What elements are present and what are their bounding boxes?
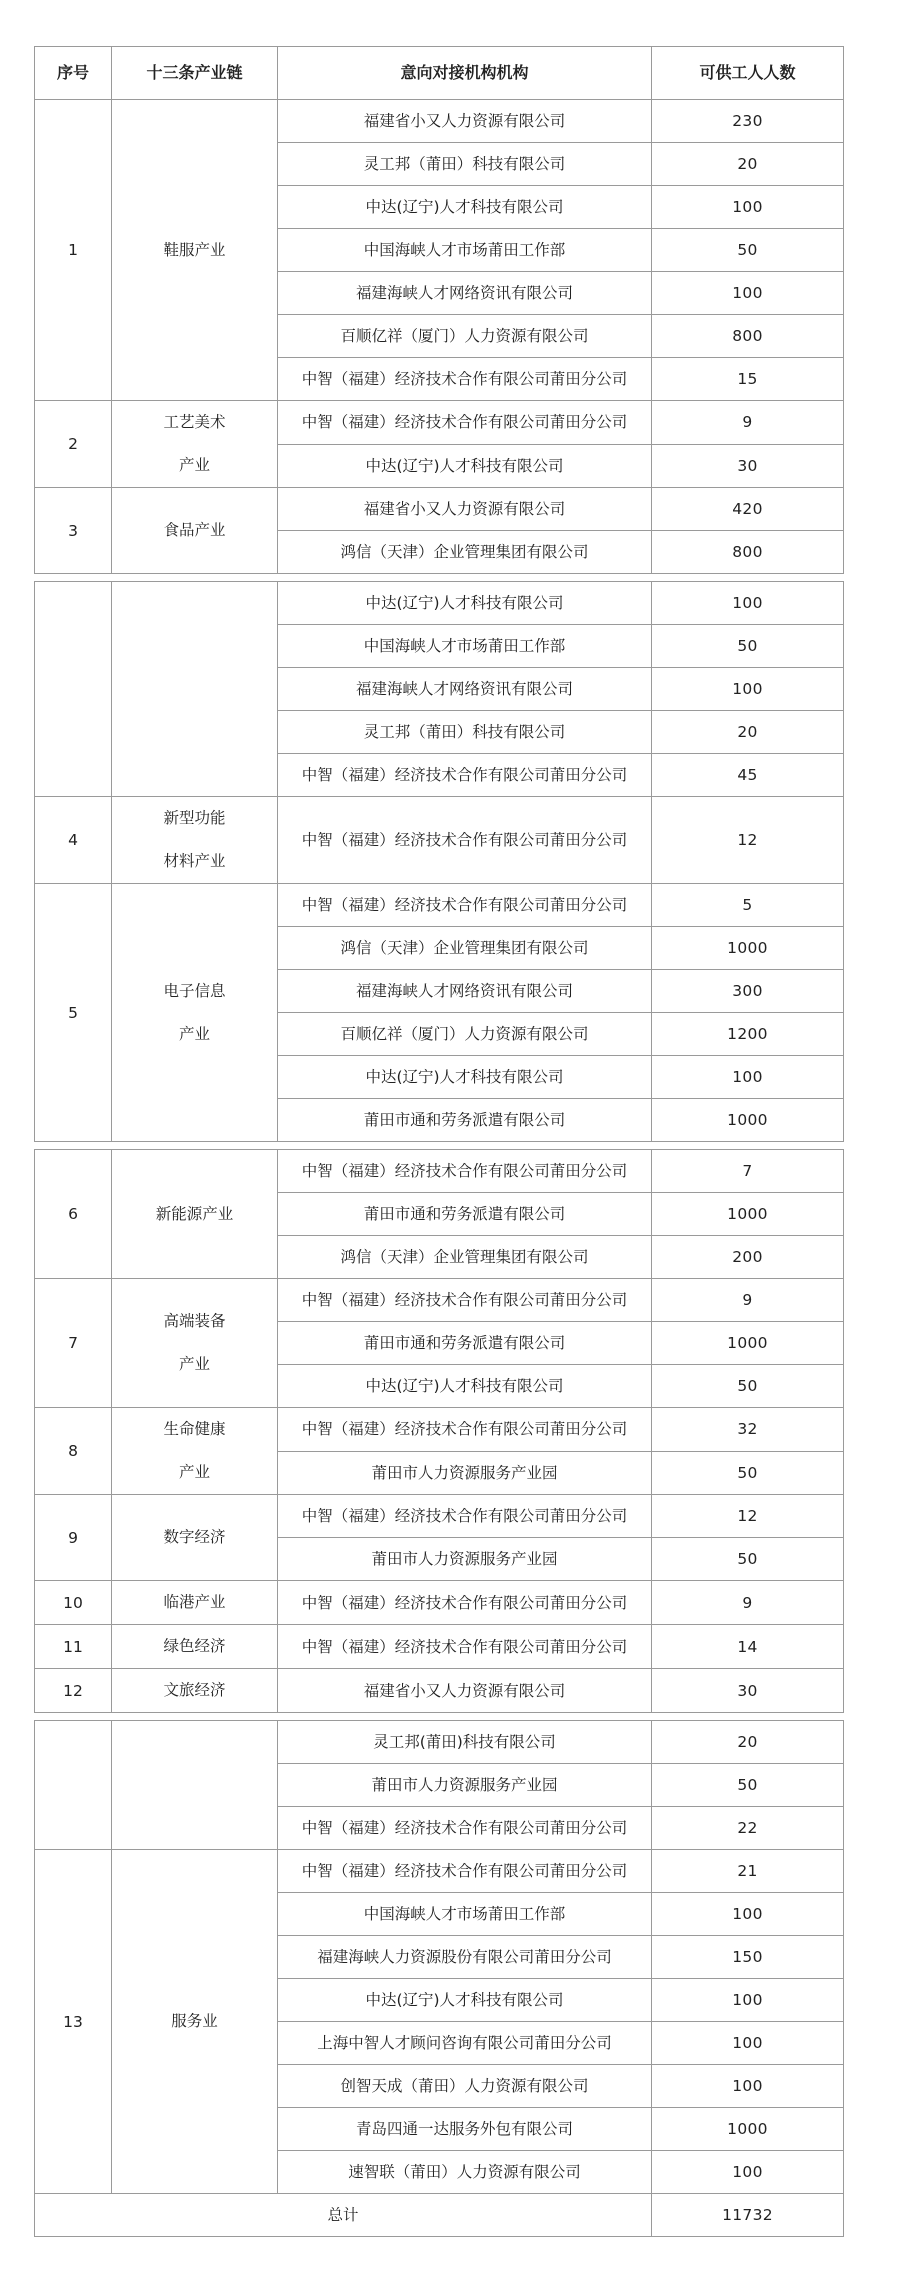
table-row	[35, 1669, 844, 1713]
count-cell: 100	[652, 2022, 844, 2065]
org-cell: 中智（福建）经济技术合作有限公司莆田分公司	[278, 1408, 652, 1452]
header-industry: 十三条产业链	[112, 47, 278, 100]
org-cell: 福建海峡人才网络资讯有限公司	[278, 970, 652, 1013]
org-cell: 福建海峡人力资源股份有限公司莆田分公司	[278, 1936, 652, 1979]
page-break-cell	[35, 1142, 844, 1150]
count-cell: 230	[652, 100, 844, 143]
org-cell: 中达(辽宁)人才科技有限公司	[278, 582, 652, 625]
count-cell: 50	[652, 1538, 844, 1581]
seq-cell: 12	[35, 1669, 112, 1713]
header-org: 意向对接机构机构	[278, 47, 652, 100]
org-cell: 中智（福建）经济技术合作有限公司莆田分公司	[278, 358, 652, 401]
table-row	[35, 1721, 844, 1764]
industry-cell: 工艺美术 产业	[112, 401, 278, 488]
industry-cell: 鞋服产业	[112, 100, 278, 401]
count-cell: 9	[652, 1279, 844, 1322]
org-cell: 中达(辽宁)人才科技有限公司	[278, 1056, 652, 1099]
industry-cell	[112, 582, 278, 797]
org-cell: 中达(辽宁)人才科技有限公司	[278, 1365, 652, 1408]
industry-cell: 高端装备 产业	[112, 1279, 278, 1408]
header-count: 可供工人人数	[652, 47, 844, 100]
count-cell: 20	[652, 1721, 844, 1764]
table-row	[35, 488, 844, 531]
seq-cell: 9	[35, 1495, 112, 1581]
count-cell: 5	[652, 884, 844, 927]
org-cell: 中智（福建）经济技术合作有限公司莆田分公司	[278, 1279, 652, 1322]
count-cell: 30	[652, 1669, 844, 1713]
header-seq: 序号	[35, 47, 112, 100]
count-cell: 50	[652, 625, 844, 668]
table-row	[35, 1279, 844, 1322]
count-cell: 50	[652, 229, 844, 272]
industry-cell: 电子信息 产业	[112, 884, 278, 1142]
page-break-spacer	[35, 574, 844, 582]
org-cell: 福建省小又人力资源有限公司	[278, 1669, 652, 1713]
org-cell: 灵工邦（莆田）科技有限公司	[278, 143, 652, 186]
count-cell: 14	[652, 1625, 844, 1669]
org-cell: 中智（福建）经济技术合作有限公司莆田分公司	[278, 797, 652, 884]
table-row	[35, 1408, 844, 1452]
total-label: 总计	[35, 2194, 652, 2237]
industry-cell: 食品产业	[112, 488, 278, 574]
org-cell: 灵工邦（莆田）科技有限公司	[278, 711, 652, 754]
org-cell: 福建海峡人才网络资讯有限公司	[278, 668, 652, 711]
page-break-spacer	[35, 1713, 844, 1721]
org-cell: 青岛四通一达服务外包有限公司	[278, 2108, 652, 2151]
count-cell: 100	[652, 668, 844, 711]
seq-cell	[35, 1721, 112, 1850]
org-cell: 鸿信（天津）企业管理集团有限公司	[278, 531, 652, 574]
org-cell: 莆田市通和劳务派遣有限公司	[278, 1099, 652, 1142]
count-cell: 20	[652, 143, 844, 186]
table-row	[35, 1850, 844, 1893]
org-cell: 福建省小又人力资源有限公司	[278, 488, 652, 531]
count-cell: 1000	[652, 927, 844, 970]
org-cell: 百顺亿祥（厦门）人力资源有限公司	[278, 315, 652, 358]
seq-cell: 6	[35, 1150, 112, 1279]
page-break-cell	[35, 574, 844, 582]
count-cell: 800	[652, 531, 844, 574]
count-cell: 200	[652, 1236, 844, 1279]
org-cell: 福建省小又人力资源有限公司	[278, 100, 652, 143]
count-cell: 9	[652, 401, 844, 445]
total-row	[35, 2194, 844, 2237]
seq-cell: 4	[35, 797, 112, 884]
count-cell: 100	[652, 186, 844, 229]
industry-cell: 服务业	[112, 1850, 278, 2194]
org-cell: 莆田市通和劳务派遣有限公司	[278, 1322, 652, 1365]
org-cell: 创智天成（莆田）人力资源有限公司	[278, 2065, 652, 2108]
page-break-cell	[35, 1713, 844, 1721]
count-cell: 50	[652, 1451, 844, 1495]
count-cell: 1000	[652, 2108, 844, 2151]
page-break-spacer	[35, 1142, 844, 1150]
talent-supply-table	[34, 46, 844, 2237]
seq-cell	[35, 582, 112, 797]
count-cell: 50	[652, 1365, 844, 1408]
count-cell: 32	[652, 1408, 844, 1452]
org-cell: 莆田市人力资源服务产业园	[278, 1764, 652, 1807]
header-row	[35, 47, 844, 100]
count-cell: 100	[652, 2065, 844, 2108]
industry-cell: 新型功能 材料产业	[112, 797, 278, 884]
seq-cell: 10	[35, 1581, 112, 1625]
count-cell: 100	[652, 582, 844, 625]
seq-cell: 5	[35, 884, 112, 1142]
org-cell: 中智（福建）经济技术合作有限公司莆田分公司	[278, 1625, 652, 1669]
org-cell: 莆田市人力资源服务产业园	[278, 1451, 652, 1495]
seq-cell: 2	[35, 401, 112, 488]
count-cell: 100	[652, 1979, 844, 2022]
org-cell: 中智（福建）经济技术合作有限公司莆田分公司	[278, 1581, 652, 1625]
seq-cell: 7	[35, 1279, 112, 1408]
org-cell: 中智（福建）经济技术合作有限公司莆田分公司	[278, 1807, 652, 1850]
count-cell: 800	[652, 315, 844, 358]
count-cell: 100	[652, 1893, 844, 1936]
count-cell: 9	[652, 1581, 844, 1625]
industry-cell: 生命健康 产业	[112, 1408, 278, 1495]
industry-cell: 数字经济	[112, 1495, 278, 1581]
org-cell: 中智（福建）经济技术合作有限公司莆田分公司	[278, 754, 652, 797]
total-value: 11732	[652, 2194, 844, 2237]
seq-cell: 3	[35, 488, 112, 574]
table-row	[35, 582, 844, 625]
org-cell: 速智联（莆田）人力资源有限公司	[278, 2151, 652, 2194]
count-cell: 150	[652, 1936, 844, 1979]
industry-cell	[112, 1721, 278, 1850]
org-cell: 中达(辽宁)人才科技有限公司	[278, 1979, 652, 2022]
table-row	[35, 1495, 844, 1538]
org-cell: 中达(辽宁)人才科技有限公司	[278, 444, 652, 488]
org-cell: 中国海峡人才市场莆田工作部	[278, 1893, 652, 1936]
table-row	[35, 401, 844, 445]
count-cell: 100	[652, 272, 844, 315]
table-container	[34, 46, 843, 2237]
count-cell: 7	[652, 1150, 844, 1193]
table-row	[35, 884, 844, 927]
org-cell: 莆田市通和劳务派遣有限公司	[278, 1193, 652, 1236]
count-cell: 1000	[652, 1322, 844, 1365]
industry-cell: 绿色经济	[112, 1625, 278, 1669]
count-cell: 1000	[652, 1099, 844, 1142]
count-cell: 100	[652, 2151, 844, 2194]
seq-cell: 1	[35, 100, 112, 401]
table-body	[35, 100, 844, 2194]
count-cell: 12	[652, 1495, 844, 1538]
table-row	[35, 100, 844, 143]
org-cell: 百顺亿祥（厦门）人力资源有限公司	[278, 1013, 652, 1056]
org-cell: 上海中智人才顾问咨询有限公司莆田分公司	[278, 2022, 652, 2065]
industry-cell: 新能源产业	[112, 1150, 278, 1279]
count-cell: 21	[652, 1850, 844, 1893]
table-row	[35, 797, 844, 884]
count-cell: 20	[652, 711, 844, 754]
org-cell: 中智（福建）经济技术合作有限公司莆田分公司	[278, 401, 652, 445]
count-cell: 22	[652, 1807, 844, 1850]
org-cell: 鸿信（天津）企业管理集团有限公司	[278, 1236, 652, 1279]
seq-cell: 13	[35, 1850, 112, 2194]
org-cell: 莆田市人力资源服务产业园	[278, 1538, 652, 1581]
count-cell: 100	[652, 1056, 844, 1099]
count-cell: 45	[652, 754, 844, 797]
org-cell: 中国海峡人才市场莆田工作部	[278, 625, 652, 668]
org-cell: 中智（福建）经济技术合作有限公司莆田分公司	[278, 884, 652, 927]
org-cell: 中达(辽宁)人才科技有限公司	[278, 186, 652, 229]
table-row	[35, 1625, 844, 1669]
count-cell: 1000	[652, 1193, 844, 1236]
count-cell: 30	[652, 444, 844, 488]
org-cell: 中智（福建）经济技术合作有限公司莆田分公司	[278, 1850, 652, 1893]
org-cell: 鸿信（天津）企业管理集团有限公司	[278, 927, 652, 970]
table-row	[35, 1581, 844, 1625]
count-cell: 12	[652, 797, 844, 884]
count-cell: 15	[652, 358, 844, 401]
count-cell: 50	[652, 1764, 844, 1807]
org-cell: 中国海峡人才市场莆田工作部	[278, 229, 652, 272]
count-cell: 300	[652, 970, 844, 1013]
table-row	[35, 1150, 844, 1193]
org-cell: 中智（福建）经济技术合作有限公司莆田分公司	[278, 1150, 652, 1193]
org-cell: 中智（福建）经济技术合作有限公司莆田分公司	[278, 1495, 652, 1538]
count-cell: 1200	[652, 1013, 844, 1056]
seq-cell: 11	[35, 1625, 112, 1669]
org-cell: 灵工邦(莆田)科技有限公司	[278, 1721, 652, 1764]
industry-cell: 临港产业	[112, 1581, 278, 1625]
seq-cell: 8	[35, 1408, 112, 1495]
count-cell: 420	[652, 488, 844, 531]
org-cell: 福建海峡人才网络资讯有限公司	[278, 272, 652, 315]
industry-cell: 文旅经济	[112, 1669, 278, 1713]
